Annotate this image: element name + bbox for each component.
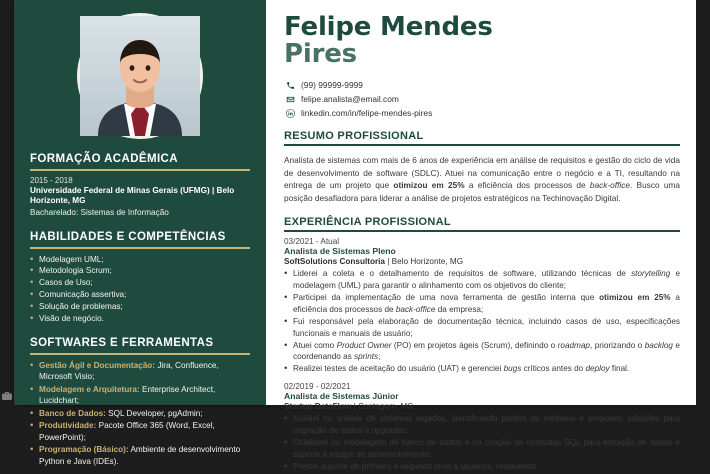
software-label: Banco de Dados:: [39, 408, 106, 418]
briefcase-icon: [1, 390, 13, 402]
experience-entry: [284, 237, 680, 375]
main-content: [266, 0, 696, 471]
list-item: • Realizei testes de aceitação do usuário (UAT) e gerenciei bugs críticos antes do deploy final.: [284, 363, 680, 375]
sidebar-section-skills: [30, 231, 250, 325]
summary-text: Analista de sistemas com mais de 6 anos de experiência em análise de requisitos e gestão do ciclo de vida de desenvolvimento de software (SDLC). Atuei na comunicação entre o negócio e a TI, resultando na entrega de um projeto que otimizou em 25% a eficiência dos processos de back-office. Busco uma posição desafiadora para liderar a análise de projetos estratégicos na Techinovação Digital.: [284, 155, 680, 203]
list-item: [30, 360, 250, 383]
company-location: | Contagem, MG: [351, 402, 414, 412]
education-years: 2015 - 2018: [30, 175, 73, 185]
contact-row-email: [284, 94, 680, 104]
section-title-experience: EXPERIÊNCIA PROFISSIONAL: [284, 216, 451, 229]
company-name: Startup DataFlow: [284, 402, 352, 412]
list-item: • Liderei a coleta e o detalhamento de requisitos de software, utilizando técnicas de storytelling e modelagem (UML) para garantir o alinhamento com os objetivos do cliente;: [284, 268, 680, 292]
experience-role: Analista de Sistemas Pleno: [284, 246, 396, 257]
experience-date: 02/2019 - 02/2021: [284, 382, 351, 392]
list-item: • Modelagem UML;: [30, 254, 250, 266]
section-summary: [284, 130, 680, 204]
divider: [284, 144, 680, 146]
portrait-photo-icon: [80, 16, 200, 136]
list-item: • Auxiliei na análise de sistemas legados, identificando pontos de melhoria e propondo soluções para migração de dados e upgrades;: [284, 413, 680, 437]
divider: [30, 353, 250, 355]
experience-company: [284, 402, 680, 411]
list-item: • Visão de negócio.: [30, 313, 250, 325]
software-label: Gestão Ágil e Documentação:: [39, 360, 156, 370]
list-item: • Prestei suporte de primeiro e segundo nível a usuários, resolvendo: [284, 461, 680, 473]
software-value: SQL Developer, pgAdmin;: [108, 408, 203, 418]
list-item: • Metodologia Scrum;: [30, 265, 250, 277]
section-experience: [284, 216, 680, 473]
skills-list: [30, 254, 250, 325]
list-item: • Comunicação assertiva;: [30, 289, 250, 301]
divider: [284, 230, 680, 232]
software-list: [30, 360, 250, 467]
software-value: Ambiente de desenvolvimento Python e Java (IDEs).: [39, 445, 241, 466]
envelope-icon: [284, 95, 297, 104]
list-item: [30, 444, 250, 467]
divider: [30, 169, 250, 171]
software-label: Produtividade:: [39, 421, 97, 431]
experience-date: 03/2021 - Atual: [284, 237, 340, 247]
sidebar: [14, 0, 266, 466]
right-gutter: [696, 0, 710, 405]
contact-phone[interactable]: (99) 99999-9999: [301, 80, 363, 91]
education-degree: Bacharelado: Sistemas de Informação: [30, 208, 169, 218]
experience-company: [284, 257, 680, 266]
education-institution: Universidade Federal de Minas Gerais (UFMG) | Belo Horizonte, MG: [30, 185, 235, 206]
left-gutter: [0, 0, 14, 405]
list-item: • Participei da implementação de uma nova ferramenta de gestão interna que otimizou em 25% a eficiência dos processos de back-office da empresa;: [284, 292, 680, 316]
list-item: • Atuei como Product Owner (PO) em projetos ágeis (Scrum), definindo o roadmap, priorizando o backlog e coordenando as sprints;: [284, 340, 680, 364]
list-item: • Colaborei na modelagem de banco de dados e na criação de consultas SQL para extração de dados e suporte à equipe de desenvolvimento;: [284, 437, 680, 461]
company-location: | Belo Horizonte, MG: [384, 257, 464, 267]
experience-entry: [284, 382, 680, 473]
list-item: • Fui responsável pela elaboração de documentação técnica, incluindo casos de uso, especificações funcionais e manuais de usuário;: [284, 316, 680, 340]
resume-page: [14, 0, 696, 471]
contact-linkedin[interactable]: linkedin.com/in/felipe-mendes-pires: [301, 108, 433, 119]
contact-row-phone: [284, 80, 680, 90]
software-label: Programação (Básico):: [39, 445, 129, 455]
sidebar-section-education: [30, 153, 250, 219]
avatar: [77, 13, 203, 139]
sidebar-section-software: [30, 337, 250, 467]
experience-bullets: [284, 413, 680, 472]
education-entry: [30, 176, 250, 219]
experience-role: Analista de Sistemas Júnior: [284, 391, 399, 402]
software-value: Jira, Confluence, Microsoft Visio;: [39, 360, 219, 382]
section-title-software: SOFTWARES E FERRAMENTAS: [30, 336, 214, 349]
list-item: [30, 384, 250, 407]
company-name: SoftSolutions Consultoria: [284, 257, 385, 267]
software-value: Pacote Office 365 (Word, Excel, PowerPoint);: [39, 421, 215, 442]
section-title-skills: HABILIDADES E COMPETÊNCIAS: [30, 230, 226, 243]
list-item: • Casos de Uso;: [30, 277, 250, 289]
section-title-education: FORMAÇÃO ACADÊMICA: [30, 153, 178, 165]
contact-block: [284, 80, 680, 118]
list-item: [30, 408, 250, 419]
list-item: • Solução de problemas;: [30, 301, 250, 313]
experience-bullets: [284, 268, 680, 375]
list-item: [30, 420, 250, 443]
linkedin-icon: [284, 109, 297, 118]
divider: [30, 247, 250, 249]
phone-icon: [284, 81, 297, 90]
name-line-1: Felipe Mendes: [284, 12, 493, 42]
software-label: Modelagem e Arquitetura:: [39, 384, 140, 394]
software-value: Enterprise Architect, Lucidchart;: [39, 384, 216, 406]
contact-row-linkedin: [284, 108, 680, 118]
name-line-2: Pires: [284, 38, 357, 69]
contact-email[interactable]: felipe.analista@email.com: [301, 94, 399, 105]
section-title-summary: RESUMO PROFISSIONAL: [284, 130, 424, 143]
page-title: [284, 14, 680, 67]
